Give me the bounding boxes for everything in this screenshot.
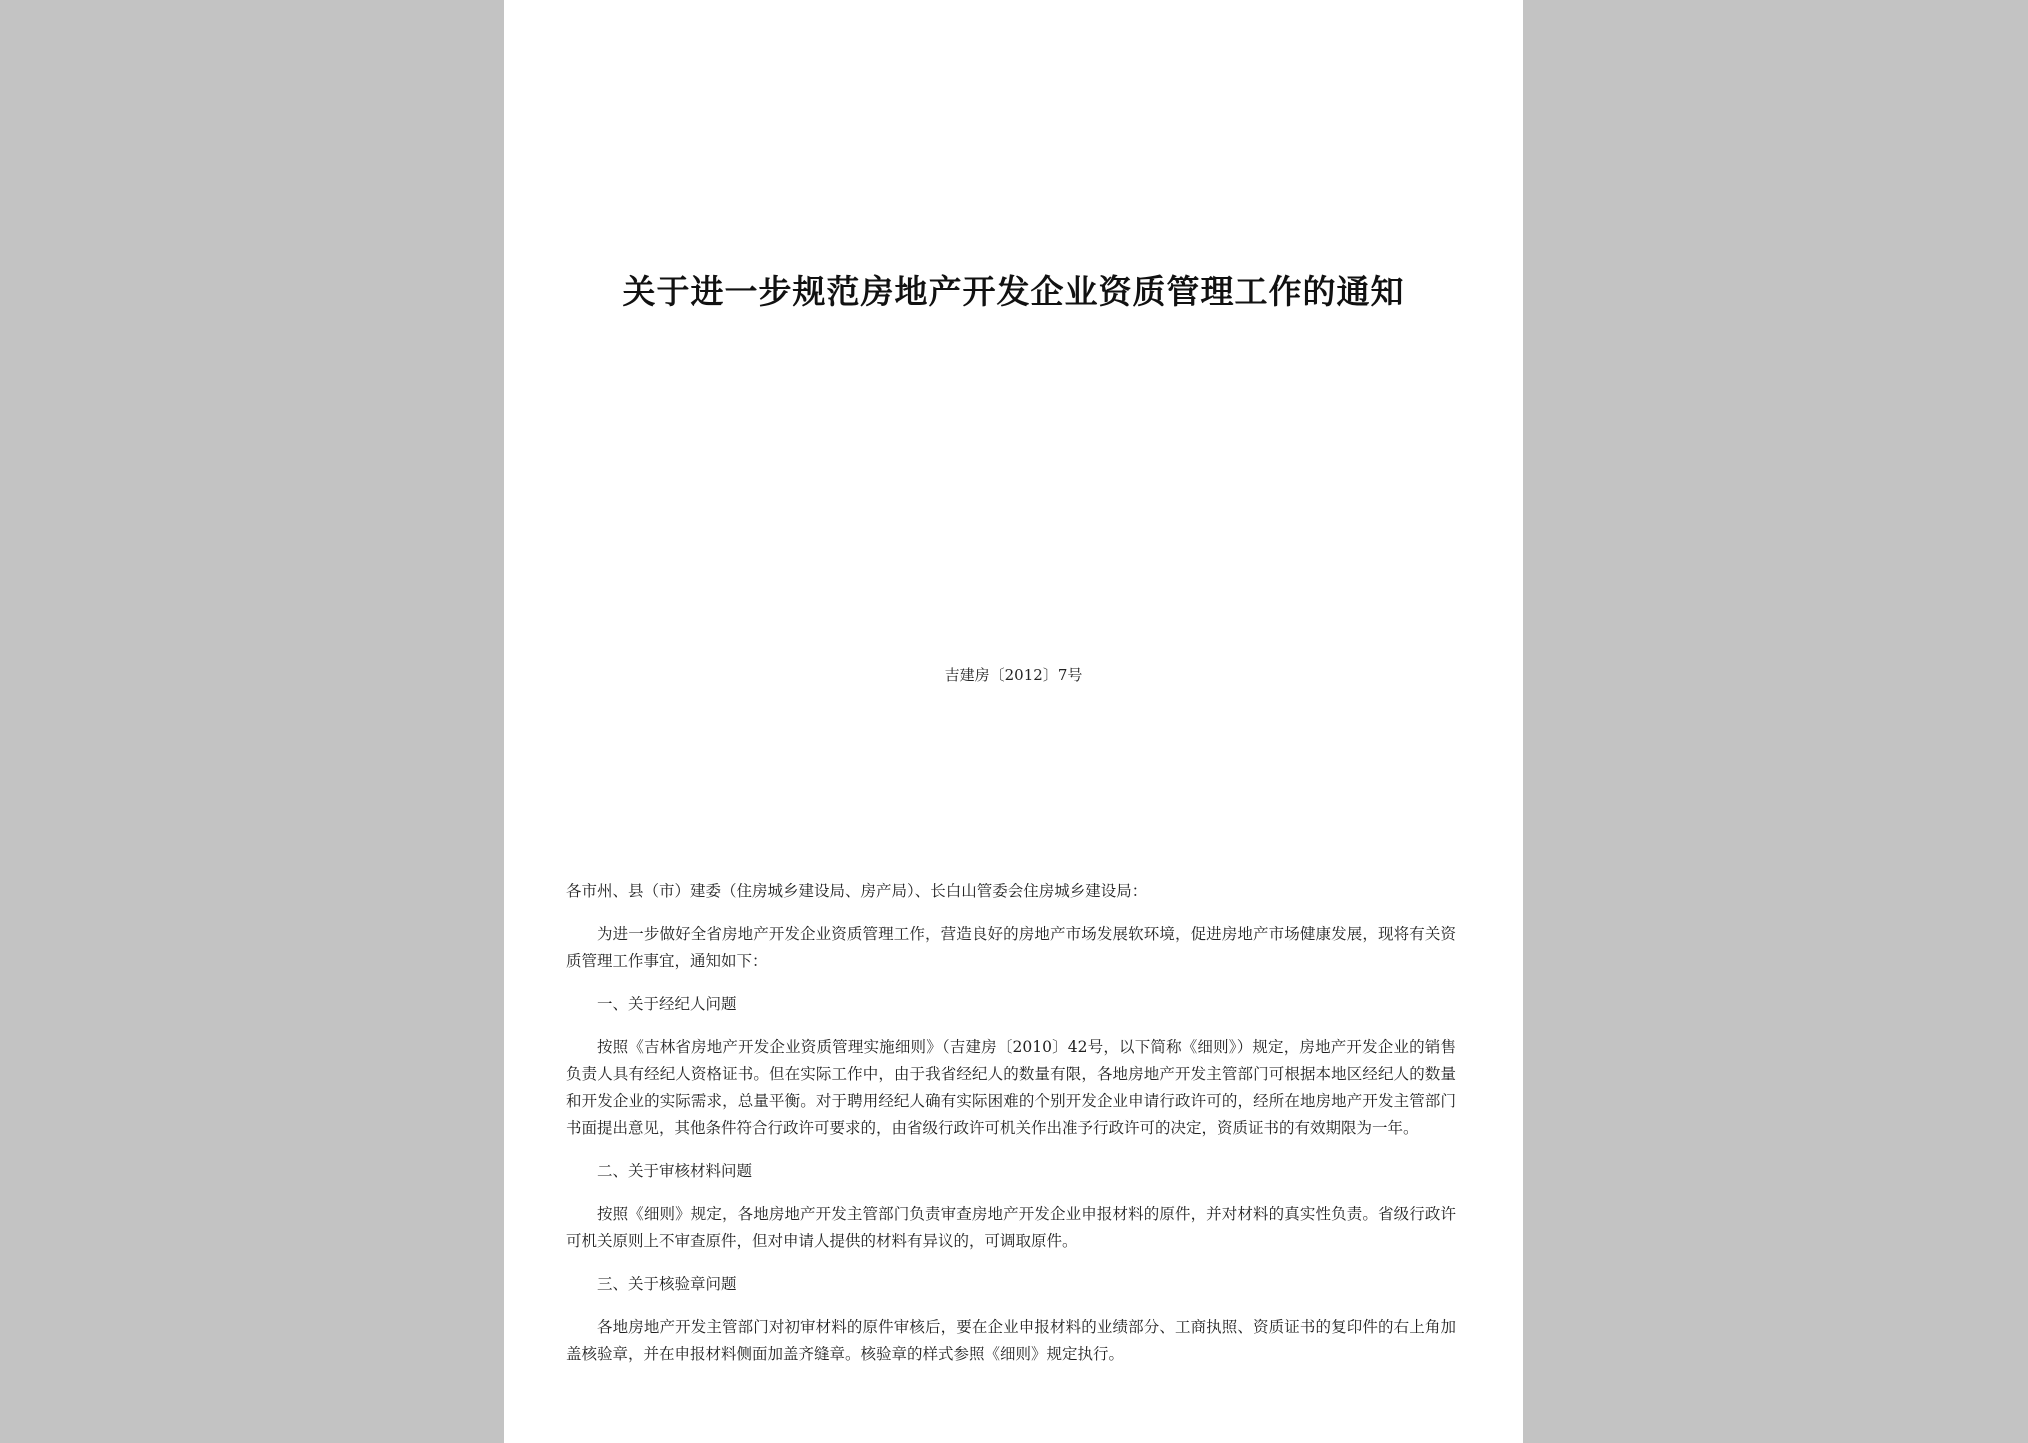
section-text-3: 各地房地产开发主管部门对初审材料的原件审核后，要在企业申报材料的业绩部分、工商执照、资质证书的复印件的右上角加盖核验章，并在申报材料侧面加盖齐缝章。核验章的样式参照《细则》规定执行。 — [566, 1318, 1456, 1363]
section-text-1: 按照《吉林省房地产开发企业资质管理实施细则》（吉建房〔2010〕42号，以下简称《细则》）规定，房地产开发企业的销售负责人具有经纪人资格证书。但在实际工作中，由于我省经纪人的数量有限，各地房地产开发主管部门可根据本地区经纪人的数量和开发企业的实际需求，总量平衡。对于聘用经纪人确有实际困难的个别开发企业申请行政许可的，经所在地房地产开发主管部门书面提出意见，其他条件符合行政许可要求的，由省级行政许可机关作出准予行政许可的决定，资质证书的有效期限为一年。 — [566, 1038, 1456, 1137]
intro-paragraph: 为进一步做好全省房地产开发企业资质管理工作，营造良好的房地产市场发展软环境，促进房地产市场健康发展，现将有关资质管理工作事宜，通知如下： — [566, 925, 1456, 970]
section-text-2: 按照《细则》规定，各地房地产开发主管部门负责审查房地产开发企业申报材料的原件，并对材料的真实性负责。省级行政许可机关原则上不审查原件，但对申请人提供的材料有异议的，可调取原件。 — [566, 1205, 1456, 1250]
salutation: 各市州、县（市）建委（住房城乡建设局、房产局）、长白山管委会住房城乡建设局： — [566, 882, 1148, 900]
document-page — [504, 0, 1523, 1443]
section-heading-3: 三、关于核验章问题 — [597, 1275, 737, 1293]
document-title: 关于进一步规范房地产开发企业资质管理工作的通知 — [622, 272, 1405, 311]
document-number: 吉建房〔2012〕7号 — [944, 666, 1083, 684]
section-heading-2: 二、关于审核材料问题 — [597, 1162, 753, 1180]
section-heading-1: 一、关于经纪人问题 — [597, 995, 737, 1013]
document-body — [566, 878, 1456, 1384]
